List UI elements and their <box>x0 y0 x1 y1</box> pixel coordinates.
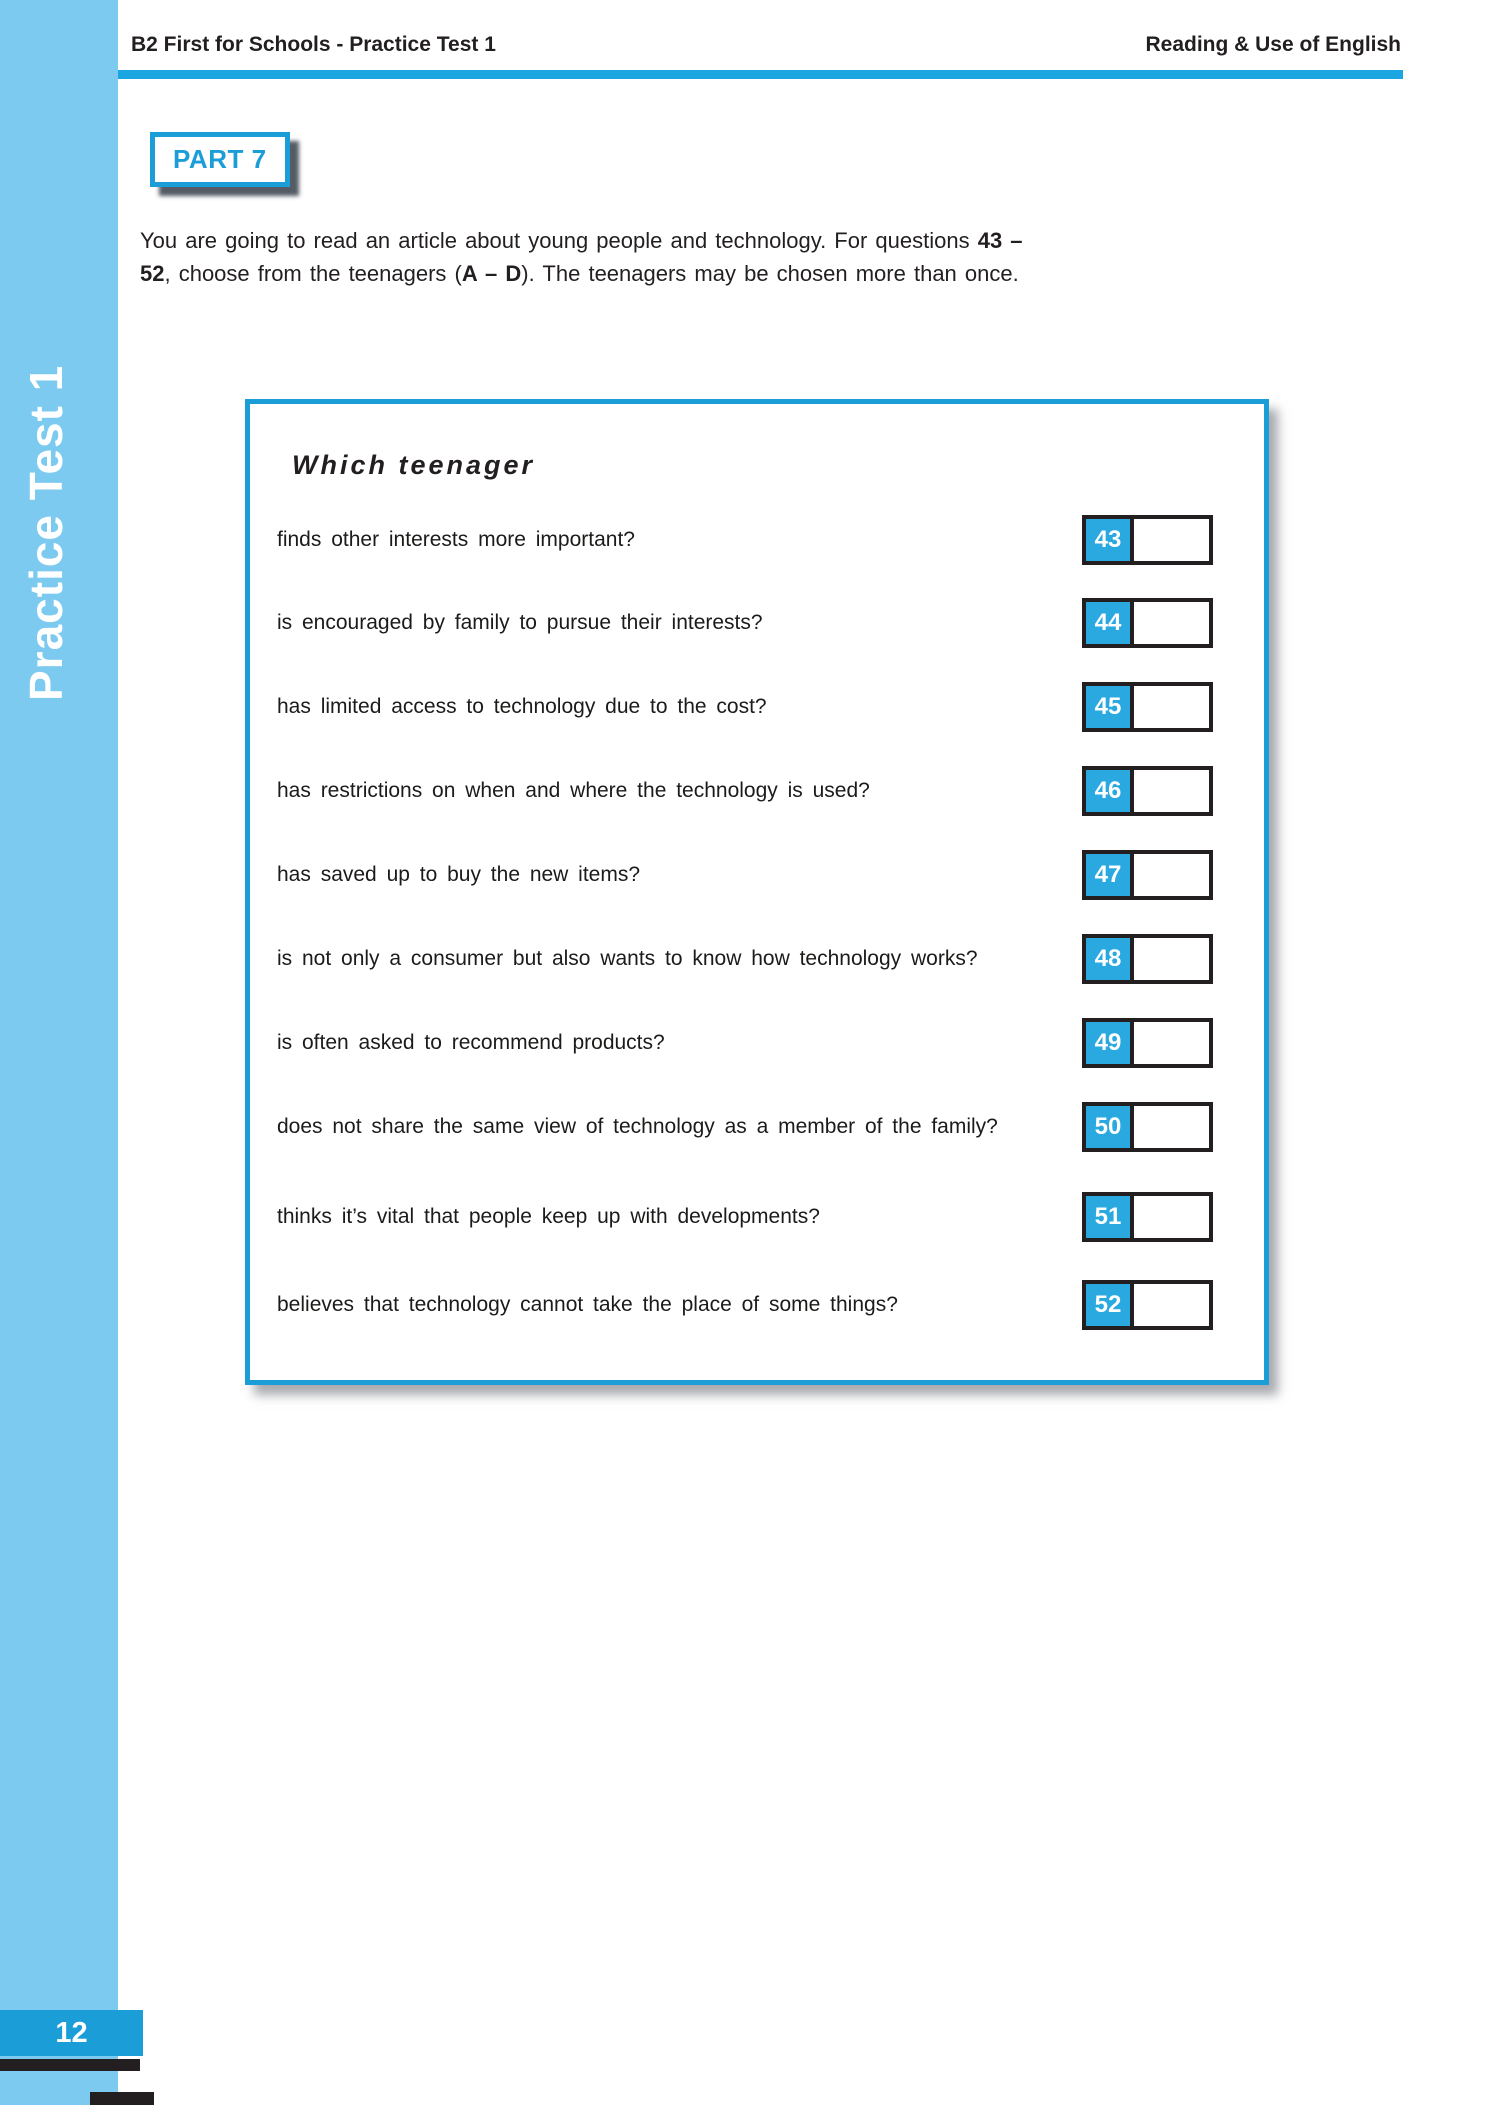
question-box <box>245 399 1269 1385</box>
answer-unit <box>1082 766 1213 816</box>
answer-box[interactable] <box>1134 938 1209 980</box>
answer-box[interactable] <box>1134 1106 1209 1148</box>
question-text: has restrictions on when and where the technology is used? <box>277 779 870 802</box>
question-text: thinks it’s vital that people keep up with developments? <box>277 1205 820 1228</box>
question-row <box>277 766 1213 816</box>
answer-unit <box>1082 1102 1213 1152</box>
answer-box[interactable] <box>1134 1196 1209 1238</box>
question-number-badge: 48 <box>1086 938 1134 980</box>
answer-unit <box>1082 1192 1213 1242</box>
question-row <box>277 1192 1213 1242</box>
answer-unit <box>1082 934 1213 984</box>
question-row <box>277 515 1213 565</box>
instructions <box>140 224 1060 290</box>
sidebar <box>0 0 118 2105</box>
header-rule <box>118 70 1403 79</box>
sidebar-label: Practice Test 1 <box>20 364 72 701</box>
question-number-badge: 45 <box>1086 686 1134 728</box>
question-number-badge: 43 <box>1086 519 1134 561</box>
answer-unit <box>1082 1018 1213 1068</box>
question-row <box>277 1102 1213 1152</box>
question-row <box>277 850 1213 900</box>
footer-bar <box>0 2059 140 2071</box>
question-row <box>277 1280 1213 1330</box>
instructions-text: You are going to read an article about young people and technology. For questions <box>140 228 978 253</box>
answer-box[interactable] <box>1134 1022 1209 1064</box>
instructions-text: ). The teenagers may be chosen more than once. <box>521 261 1019 286</box>
instructions-question-range: 43 – 52 <box>140 228 1023 286</box>
answer-unit <box>1082 850 1213 900</box>
question-text: does not share the same view of technology as a member of the family? <box>277 1115 998 1138</box>
question-text: is encouraged by family to pursue their interests? <box>277 611 763 634</box>
header-left-title: B2 First for Schools - Practice Test 1 <box>131 33 496 56</box>
question-text: has limited access to technology due to the cost? <box>277 695 767 718</box>
answer-box[interactable] <box>1134 854 1209 896</box>
question-number-badge: 49 <box>1086 1022 1134 1064</box>
question-row <box>277 682 1213 732</box>
question-number-badge: 50 <box>1086 1106 1134 1148</box>
header-right-title: Reading & Use of English <box>1145 33 1401 56</box>
answer-box[interactable] <box>1134 519 1209 561</box>
question-text: is not only a consumer but also wants to know how technology works? <box>277 947 978 970</box>
question-number-badge: 46 <box>1086 770 1134 812</box>
question-text: has saved up to buy the new items? <box>277 863 641 886</box>
answer-box[interactable] <box>1134 1284 1209 1326</box>
part-badge: PART 7 <box>150 132 290 187</box>
instructions-option-range: A – D <box>461 261 522 286</box>
question-row <box>277 1018 1213 1068</box>
answer-unit <box>1082 1280 1213 1330</box>
question-row <box>277 598 1213 648</box>
question-row <box>277 934 1213 984</box>
answer-box[interactable] <box>1134 770 1209 812</box>
answer-box[interactable] <box>1134 602 1209 644</box>
question-text: is often asked to recommend products? <box>277 1031 665 1054</box>
footer-edge-mark <box>90 2092 154 2105</box>
question-text: believes that technology cannot take the place of some things? <box>277 1293 898 1316</box>
question-box-title: Which teenager <box>292 450 536 480</box>
answer-unit <box>1082 682 1213 732</box>
page-number: 12 <box>0 2010 143 2056</box>
answer-unit <box>1082 598 1213 648</box>
answer-box[interactable] <box>1134 686 1209 728</box>
question-number-badge: 51 <box>1086 1196 1134 1238</box>
question-number-badge: 52 <box>1086 1284 1134 1326</box>
instructions-text: , choose from the teenagers ( <box>164 261 462 286</box>
question-number-badge: 47 <box>1086 854 1134 896</box>
question-number-badge: 44 <box>1086 602 1134 644</box>
answer-unit <box>1082 515 1213 565</box>
question-text: finds other interests more important? <box>277 528 635 551</box>
